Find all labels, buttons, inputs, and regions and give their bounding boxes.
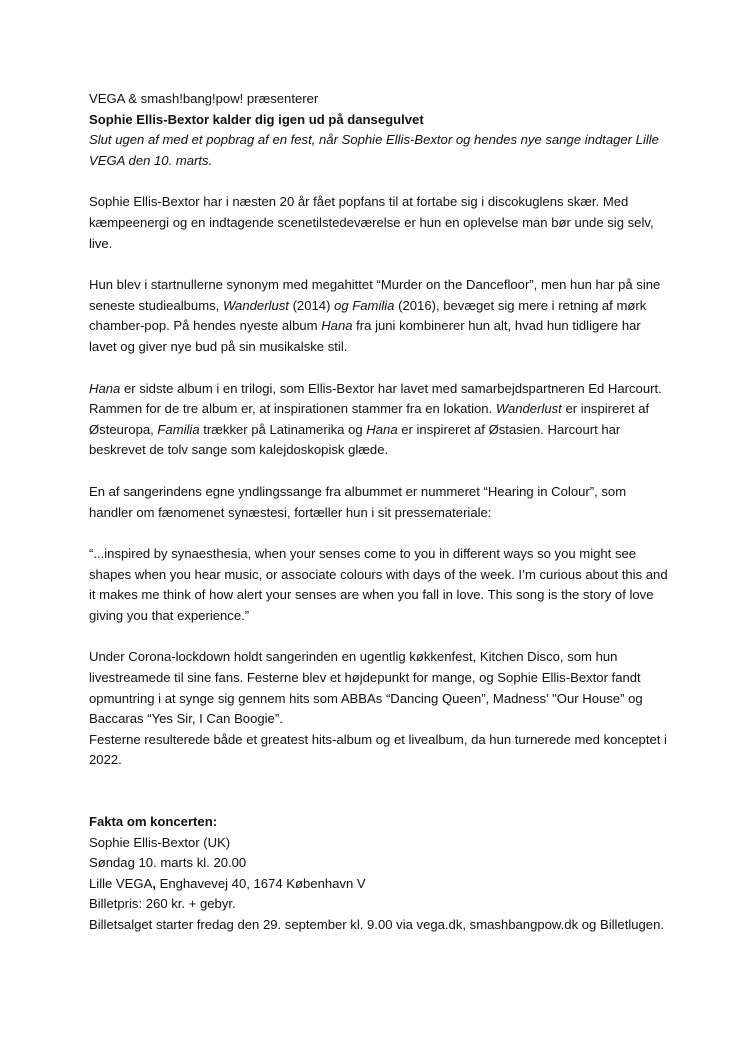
spacer — [89, 626, 669, 647]
album-title: Hana — [366, 421, 398, 437]
venue-comma: , — [152, 875, 156, 891]
venue-address: Enghavevej 40, 1674 København V — [155, 875, 366, 891]
text-span: trækker på Latinamerika og — [199, 421, 367, 437]
text-span: fra juni kombinerer hun alt, hvad hun tidligere har lavet og giver nye bud på sin musikalske stil. — [89, 318, 641, 354]
text-span: er inspireret af Østasien. Harcourt har beskrevet de tolv sange som kalejdoskopisk glæde. — [89, 421, 621, 458]
headline — [89, 110, 669, 131]
facts-price: Billetpris: 260 kr. + gebyr. — [89, 896, 236, 912]
text-span: er sidste album i en trilogi, som Ellis-Bextor har lavet med samarbejdspartneren Ed Harcourt. Rammen for de tre album er, at inspirationen stammer fra en lokation. — [89, 380, 662, 417]
facts-venue — [89, 874, 669, 895]
subheadline — [89, 130, 669, 171]
facts-date: Søndag 10. marts kl. 20.00 — [89, 855, 247, 871]
spacer — [89, 461, 669, 482]
spacer — [89, 171, 669, 192]
album-title: Wanderlust — [495, 401, 562, 417]
paragraph-favorite-song: En af sangerindens egne yndlingssange fra albummet er nummeret “Hearing in Colour”, som handler om fænomenet synæstesi, fortæller hun i sit pressemateriale: — [89, 483, 627, 520]
album-title: Hana — [89, 380, 121, 396]
spacer — [89, 771, 669, 812]
text-span: er inspireret af Østeuropa, — [89, 401, 650, 437]
quote: “...inspired by synaesthesia, when your senses come to you in different ways so you might see shapes when you hear music, or associate colours with days of the week. I’m curious about this and it makes me think of how alert your senses are when you fall in love. This song is the story of love giving you that experience.” — [89, 546, 668, 623]
text-span: Hun blev i startnullerne synonym med megahittet “Murder on the Dancefloor”, men hun har på sine seneste studiealbums, — [89, 277, 661, 313]
facts-heading — [89, 812, 669, 833]
album-title: og Familia — [334, 297, 395, 313]
spacer — [89, 523, 669, 544]
subheadline-text: Slut ugen af med et popbrag af en fest, når Sophie Ellis-Bextor og hendes nye sange indtager Lille VEGA den 10. marts. — [89, 132, 659, 168]
facts-sale: Billetsalget starter fredag den 29. september kl. 9.00 via vega.dk, smashbangpow.dk og Billetlugen. — [89, 917, 665, 932]
album-title: Hana — [321, 318, 353, 334]
text-span: (2014) — [288, 297, 335, 313]
text-span: (2016), bevæget sig mere i retning af mørk chamber-pop. På hendes nyeste album — [89, 297, 647, 334]
presenter-line: VEGA & smash!bang!pow! præsenterer — [89, 91, 319, 106]
paragraph-albums — [89, 275, 669, 357]
spacer — [89, 254, 669, 275]
venue-name: Lille VEGA — [89, 875, 153, 891]
press-release — [89, 89, 669, 936]
spacer — [89, 358, 669, 379]
paragraph-lockdown: Under Corona-lockdown holdt sangerinden en ugentlig køkkenfest, Kitchen Disco, som hun livestreamede til sine fans. Festerne blev et højdepunkt for mange, og Sophie Ellis-Bextor fandt opmuntring i at synge sig gennem hits som ABBAs “Dancing Queen”, Madness’ "Our House” og Baccaras “Yes Sir, I Can Boogie”. — [89, 649, 643, 727]
paragraph-albums-result: Festerne resulterede både et greatest hits-album og et livealbum, da hun turnerede med konceptet i 2022. — [89, 731, 667, 768]
facts-heading-text: Fakta om koncerten: — [89, 814, 218, 830]
album-title: Familia — [157, 421, 200, 437]
paragraph-trilogy — [89, 379, 669, 461]
paragraph-intro: Sophie Ellis-Bextor har i næsten 20 år fået popfans til at fortabe sig i discokuglens skær. Med kæmpeenergi og en indtagende scenetilstedeværelse er hun en oplevelse man bør unde sig selv, live. — [89, 194, 654, 251]
album-title: Wanderlust — [222, 297, 289, 313]
facts-artist: Sophie Ellis-Bextor (UK) — [89, 834, 231, 850]
headline-text: Sophie Ellis-Bextor kalder dig igen ud på dansegulvet — [89, 111, 424, 127]
